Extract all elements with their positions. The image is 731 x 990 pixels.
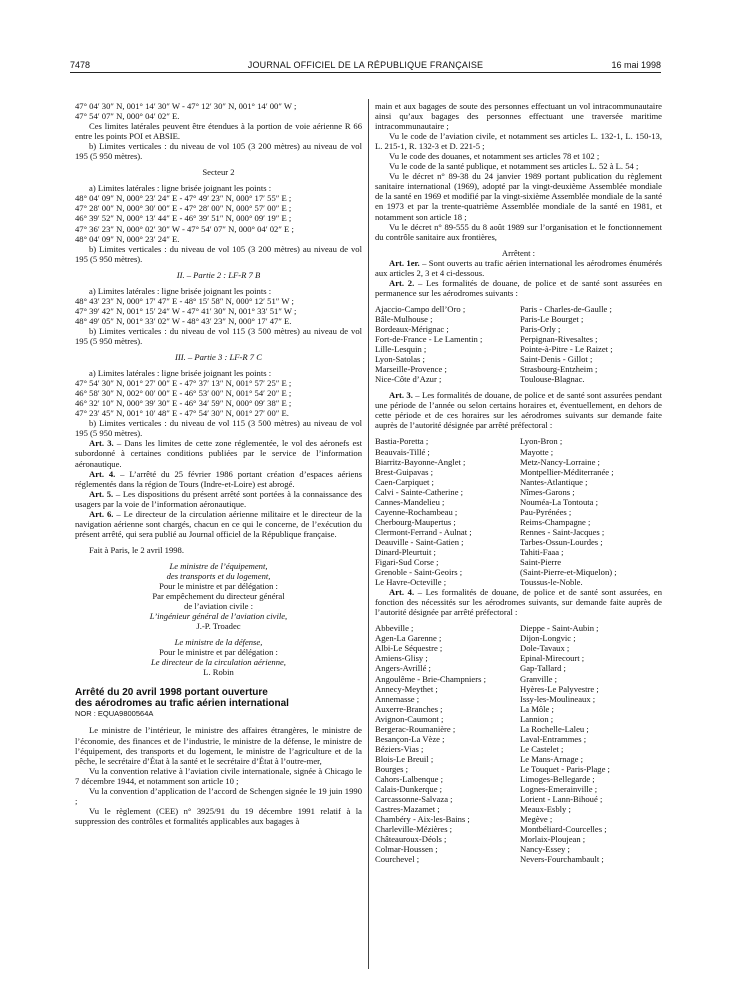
issue-date: 16 mai 1998 — [611, 60, 661, 70]
column-divider — [368, 99, 369, 969]
signature-line: Le directeur de la circulation aérienne, — [151, 657, 286, 668]
aerodrome-item: Montbéliard-Courcelles ; — [520, 824, 607, 835]
aerodrome-list-art4 — [375, 623, 662, 864]
aerodrome-item: Colmar-Houssen ; — [375, 844, 438, 855]
signature-line: Pour le ministre et par délégation : — [159, 647, 278, 658]
signature-line: L’ingénieur général de l’aviation civile, — [149, 611, 288, 622]
aerodrome-item: Châteauroux-Déols ; — [375, 834, 447, 845]
aerodrome-item: Lorient - Lann-Bihoué ; — [520, 794, 603, 805]
aerodrome-list-art2 — [375, 304, 662, 384]
aerodrome-item: Caen-Carpiquet ; — [375, 476, 434, 487]
aerodrome-item: Toulouse-Blagnac. — [520, 374, 585, 385]
coord-line: 47° 39′ 42″ N, 001° 15′ 24″ W - 47° 41′ 30″ N, 001° 33′ 51″ W ; — [75, 305, 297, 316]
aerodrome-item: Charleville-Mézières ; — [375, 824, 453, 835]
aerodrome-item: Bâle-Mulhouse ; — [375, 313, 433, 324]
aerodrome-item: Amiens-Glisy ; — [375, 653, 428, 664]
aerodrome-item: Dijon-Longvic ; — [520, 633, 576, 644]
aerodrome-item: Annecy-Meythet ; — [375, 683, 438, 694]
aerodrome-item: Le Mans-Arnage ; — [520, 753, 583, 764]
aerodrome-item: Clermont-Ferrand - Aulnat ; — [375, 526, 472, 537]
aerodrome-item: Nevers-Fourchambault ; — [520, 854, 604, 865]
aerodrome-item: Saint-Pierre — [520, 557, 562, 568]
aerodrome-item: Deauville - Saint-Gatien ; — [375, 536, 464, 547]
aerodrome-item: Dieppe - Saint-Aubin ; — [520, 623, 599, 634]
aerodrome-item: Tahiti-Faaa ; — [520, 546, 564, 557]
paragraph: Ces limites latérales peuvent être étendues à la portion de voie aérienne R 66 entre les points POI et ABSIE. — [75, 121, 362, 142]
aerodrome-item: Nice-Côte d’Azur ; — [375, 374, 442, 385]
coord-line: 47° 04′ 30″ N, 001° 14′ 30″ W - 47° 12′ 30″ N, 001° 14′ 00″ W ; — [75, 101, 297, 111]
aerodrome-item: Le Castelet ; — [520, 743, 564, 754]
aerodrome-item: Gap-Tallard ; — [520, 663, 566, 674]
paragraph: main et aux bagages de soute des personnes effectuant un vol intracommunautaire ainsi qu’aux bagages des personnes effectuant une traversée maritime intracommunautaire ; — [375, 101, 662, 132]
paragraph: Vu le code de la santé publique, et notamment ses articles L. 52 à L. 54 ; — [389, 161, 639, 172]
section-heading: III. – Partie 3 : LF-R 7 C — [175, 352, 262, 363]
article: Art. 4. – Les formalités de douane, de police et de santé sont assurées, en fonction des nécessités sur les aérodromes suivants, sur demande faite auprès de l’autorité désignée par arrêté préfectoral : — [375, 587, 662, 618]
page-number: 7478 — [70, 60, 91, 70]
aerodrome-item: Mayotte ; — [520, 446, 554, 457]
section-heading: II. – Partie 2 : LF-R 7 B — [176, 269, 261, 280]
signature-line: de l’aviation civile : — [184, 601, 253, 612]
paragraph: Vu la convention relative à l’aviation civile internationale, signée à Chicago le 7 décembre 1944, et notamment son article 10 ; — [75, 765, 362, 786]
aerodrome-item: Marseille-Provence ; — [375, 364, 447, 375]
aerodrome-item: Paris-Orly ; — [520, 323, 561, 334]
paragraph: Vu le code des douanes, et notamment ses articles 78 et 102 ; — [389, 151, 600, 162]
aerodrome-item: Grenoble - Saint-Geoirs ; — [375, 567, 463, 578]
aerodrome-item: Bergerac-Roumanière ; — [375, 723, 456, 734]
aerodrome-item: Morlaix-Ploujean ; — [520, 834, 586, 845]
aerodrome-item: Pointe-à-Pitre - Le Raizet ; — [520, 344, 613, 355]
aerodrome-item: Le Touquet - Paris-Plage ; — [520, 763, 610, 774]
paragraph: a) Limites latérales : ligne brisée joignant les points : — [89, 368, 272, 379]
aerodrome-item: Besançon-La Vèze ; — [375, 733, 445, 744]
coord-line: 46° 39′ 52″ N, 000° 13′ 44″ E - 46° 39′ 51″ N, 000° 09′ 19″ E ; — [75, 213, 292, 224]
aerodrome-item: Granville ; — [520, 673, 557, 684]
paragraph: Vu le décret n° 89-555 du 8 août 1989 sur l’organisation et le fonctionnement du contrôle sanitaire aux frontières, — [375, 221, 662, 242]
article: Art. 3. – Les formalités de douane, de police et de santé sont assurées pendant une période de l’année ou selon certains horaires et, éventuellement, en dehors de cette période et de ces horaires sur les aérodromes suivants sur demande faite auprès de l’autorité désignée par arrêté préfectoral : — [375, 390, 663, 431]
aerodrome-list-art3 — [375, 436, 662, 587]
aerodrome-item: Brest-Guipavas ; — [375, 466, 433, 477]
aerodrome-item: Nîmes-Garons ; — [520, 486, 575, 497]
paragraph: Le ministre de l’intérieur, le ministre des affaires étrangères, le ministre de l’économie, des finances et de l’industrie, le ministre de la défense, le ministre de l’équipement, des transports et du logement, le ministre de l’agriculture et de la pêche, le secrétaire d’État à la santé et le secrétaire d’État à l’outre-mer, — [75, 725, 362, 766]
aerodrome-item: Figari-Sud Corse ; — [375, 557, 439, 568]
aerodrome-item: Ajaccio-Campo dell’Oro ; — [375, 303, 466, 314]
aerodrome-item: La Môle ; — [520, 703, 554, 714]
aerodrome-item: Reims-Champagne ; — [520, 516, 591, 527]
aerodrome-item: Bordeaux-Mérignac ; — [375, 323, 449, 334]
coord-line: 47° 28′ 00″ N, 000° 30′ 00″ E - 47° 28′ 00″ N, 000° 57′ 00″ E ; — [75, 203, 292, 214]
aerodrome-item: Calais-Dunkerque ; — [375, 784, 443, 795]
aerodrome-item: Cannes-Mandelieu ; — [375, 496, 445, 507]
coord-line: 46° 32′ 10″ N, 000° 39′ 30″ E - 46° 34′ 59″ N, 000° 09′ 38″ E ; — [75, 398, 292, 409]
nor-reference: NOR : EQUA9800564A — [75, 709, 154, 719]
aerodrome-item: Courchevel ; — [375, 854, 420, 865]
paragraph: Vu le code de l’aviation civile, et notamment ses articles L. 132-1, L. 150-13, L. 215-1, R. 132-3 et D. 221-5 ; — [375, 131, 662, 152]
article: Art. 1er. – Sont ouverts au trafic aérien international les aérodromes énumérés aux articles 2, 3 et 4 ci-dessous. — [375, 257, 663, 278]
paragraph: a) Limites latérales : ligne brisée joignant les points : — [89, 183, 272, 194]
article: Art. 4. – L’arrêté du 25 février 1986 portant création d’espaces aériens réglementés dans la région de Tours (Indre-et-Loire) est abrogé. — [75, 468, 362, 489]
header-rule — [70, 72, 661, 73]
aerodrome-item: Limoges-Bellegarde ; — [520, 774, 595, 784]
aerodrome-item: Bastia-Poretta ; — [375, 436, 429, 447]
paragraph: a) Limites latérales : ligne brisée joignant les points : — [89, 285, 272, 296]
aerodrome-item: Albi-Le Séquestre ; — [375, 643, 443, 654]
aerodrome-item: Strasbourg-Entzheim ; — [520, 364, 598, 375]
aerodrome-item: Bourges ; — [375, 763, 409, 774]
aerodrome-item: Lognes-Emerainville ; — [520, 784, 598, 795]
article: Art. 2. – Les formalités de douane, de police et de santé sont assurées en permanence sur les aérodromes suivants : — [375, 277, 663, 298]
aerodrome-item: Dinard-Pleurtuit ; — [375, 546, 436, 557]
aerodrome-item: Meaux-Esbly ; — [520, 804, 571, 815]
aerodrome-item: Cahors-Lalbenque ; — [375, 774, 444, 784]
paragraph: Vu le décret n° 89-38 du 24 janvier 1989 portant publication du règlement sanitaire international (1969), adopté par la vingt-deuxième Assemblée mondiale de la santé en 1969 et modifié par la vingt-sixième Assemblée mondiale de la santé en 1973 et par la trente-quatrième Assemblée mondiale de la santé en 1981, et notamment son article 18 ; — [375, 171, 662, 222]
right-column — [375, 101, 662, 864]
coord-line: 48° 04′ 09″ N, 000° 23′ 24″ E - 47° 49′ 23″ N, 000° 17′ 55″ E ; — [75, 193, 292, 204]
aerodrome-item: Paris-Le Bourget ; — [520, 313, 584, 324]
coord-line: 47° 54′ 30″ N, 001° 27′ 00″ E - 47° 37′ 13″ N, 001° 57′ 25″ E ; — [75, 378, 292, 389]
arrete-title: Arrêté du 20 avril 1998 portant ouverture — [75, 687, 268, 699]
left-column — [75, 101, 362, 826]
aerodrome-item: Angers-Avrillé ; — [375, 663, 431, 674]
aerodrome-item: Le Havre-Octeville ; — [375, 577, 447, 588]
aerodrome-item: Castres-Mazamet ; — [375, 804, 440, 815]
section-heading: Secteur 2 — [202, 167, 235, 178]
coord-line: 46° 58′ 30″ N, 002° 00′ 00″ E - 46° 53′ 00″ N, 001° 54′ 20″ E ; — [75, 388, 292, 399]
paragraph: Vu le règlement (CEE) n° 3925/91 du 19 décembre 1991 relatif à la suppression des contrôles et formalités applicables aux bagages à — [75, 805, 362, 826]
coord-line: 48° 04′ 09″ N, 000° 23′ 24″ E. — [75, 233, 180, 244]
aerodrome-item: Paris - Charles-de-Gaulle ; — [520, 303, 612, 314]
aerodrome-item: Avignon-Caumont ; — [375, 713, 444, 724]
aerodrome-item: Montpellier-Méditerranée ; — [520, 466, 614, 477]
aerodrome-item: Annemasse ; — [375, 693, 420, 704]
article: Art. 5. – Les dispositions du présent arrêté sont portées à la connaissance des usagers par la voie de l’information aéronautique. — [75, 488, 362, 509]
aerodrome-item: Nantes-Atlantique ; — [520, 476, 588, 487]
aerodrome-item: Dole-Tavaux ; — [520, 643, 570, 654]
article: Art. 3. – Dans les limites de cette zone réglementée, le vol des aéronefs est subordonné à certaines conditions publiées par le service de l’information aéronautique. — [75, 438, 362, 469]
coord-line: 47° 54′ 07″ N, 000° 04′ 02″ E. — [75, 111, 180, 122]
aerodrome-item: Hyères-Le Palyvestre ; — [520, 683, 599, 694]
aerodrome-item: Toussus-le-Noble. — [520, 577, 583, 588]
aerodrome-item: Issy-les-Moulineaux ; — [520, 693, 596, 704]
aerodrome-item: Metz-Nancy-Lorraine ; — [520, 456, 600, 467]
aerodrome-item: Angoulême - Brie-Champniers ; — [375, 673, 486, 684]
aerodrome-item: Beauvais-Tillé ; — [375, 446, 430, 457]
aerodrome-item: Tarbes-Ossun-Lourdes ; — [520, 536, 603, 547]
signature-line: Par empêchement du directeur général — [152, 591, 285, 602]
coord-line: 48° 49′ 05″ N, 001° 33′ 02″ W - 48° 43′ 23″ N, 000° 17′ 47″ E. — [75, 315, 292, 326]
arretent-heading: Arrêtent : — [501, 247, 536, 258]
aerodrome-item: Perpignan-Rivesaltes ; — [520, 334, 598, 345]
aerodrome-item: Lannion ; — [520, 713, 554, 724]
aerodrome-item: Lyon-Bron ; — [520, 436, 563, 447]
paragraph: Vu la convention d’application de l’accord de Schengen signée le 19 juin 1990 ; — [75, 785, 362, 806]
signature-place-date: Fait à Paris, le 2 avril 1998. — [89, 544, 184, 555]
aerodrome-item: Lyon-Satolas ; — [375, 354, 425, 365]
signature-line: des transports et du logement, — [166, 570, 271, 581]
aerodrome-item: La Rochelle-Laleu ; — [520, 723, 589, 734]
aerodrome-item: Saint-Denis - Gillot ; — [520, 354, 593, 365]
aerodrome-item: Pau-Pyrénées ; — [520, 506, 572, 517]
aerodrome-item: Laval-Entrammes ; — [520, 733, 587, 744]
aerodrome-item: Nancy-Essey ; — [520, 844, 570, 855]
journal-title: JOURNAL OFFICIEL DE LA RÉPUBLIQUE FRANÇAISE — [247, 60, 484, 70]
aerodrome-item: Rennes - Saint-Jacques ; — [520, 526, 605, 537]
article: Art. 6. – Le directeur de la circulation aérienne militaire et le directeur de la navigation aérienne sont chargés, chacun en ce qui le concerne, de l’exécution du présent arrêté, qui sera publié au Journal officiel de la République française. — [75, 508, 363, 539]
aerodrome-item: Nouméa-La Tontouta ; — [520, 496, 598, 507]
paragraph: b) Limites verticales : du niveau de vol 115 (3 500 mètres) au niveau de vol 195 (5 950 mètres). — [75, 325, 362, 346]
aerodrome-item: Lille-Lesquin ; — [375, 344, 427, 355]
coord-line: 48° 43′ 23″ N, 000° 17′ 47″ E - 48° 15′ 58″ N, 000° 12′ 51″ W ; — [75, 295, 294, 306]
paragraph: b) Limites verticales : du niveau de vol 105 (3 200 mètres) au niveau de vol 195 (5 950 mètres). — [75, 243, 362, 264]
signatory-name: L. Robin — [203, 667, 234, 678]
paragraph: b) Limites verticales : du niveau de vol 105 (3 200 mètres) au niveau de vol 195 (5 950 mètres). — [75, 141, 362, 162]
signature-line: Le ministre de la défense, — [174, 637, 263, 648]
aerodrome-item: Biarritz-Bayonne-Anglet ; — [375, 456, 466, 467]
aerodrome-item: Blois-Le Breuil ; — [375, 753, 434, 764]
signatory-name: J.-P. Troadec — [196, 621, 241, 632]
aerodrome-item: Agen-La Garenne ; — [375, 633, 442, 644]
aerodrome-item: Abbeville ; — [375, 623, 414, 634]
aerodrome-item: Calvi - Sainte-Catherine ; — [375, 486, 464, 497]
aerodrome-item: (Saint-Pierre-et-Miquelon) ; — [520, 567, 617, 578]
aerodrome-item: Megève ; — [520, 814, 553, 825]
coord-line: 47° 36′ 23″ N, 000° 02′ 30″ W - 47° 54′ 07″ N, 000° 04′ 02″ E ; — [75, 223, 294, 234]
signature-line: Le ministre de l’équipement, — [169, 560, 268, 571]
aerodrome-item: Fort-de-France - Le Lamentin ; — [375, 334, 483, 345]
arrete-title: des aérodromes au trafic aérien international — [75, 698, 289, 710]
signature-line: Pour le ministre et par délégation : — [159, 581, 278, 592]
paragraph: b) Limites verticales : du niveau de vol 115 (3 500 mètres) au niveau de vol 195 (5 950 mètres). — [75, 418, 362, 439]
aerodrome-item: Béziers-Vias ; — [375, 743, 424, 754]
aerodrome-item: Carcassonne-Salvaza ; — [375, 794, 453, 805]
aerodrome-item: Epinal-Mirecourt ; — [520, 653, 585, 664]
aerodrome-item: Cherbourg-Maupertus ; — [375, 516, 456, 527]
aerodrome-item: Cayenne-Rochambeau ; — [375, 506, 458, 517]
aerodrome-item: Auxerre-Branches ; — [375, 703, 443, 714]
aerodrome-item: Chambéry - Aix-les-Bains ; — [375, 814, 470, 825]
coord-line: 47° 23′ 45″ N, 001° 10′ 48″ E - 47° 54′ 30″ N, 001° 27′ 00″ E. — [75, 408, 289, 419]
